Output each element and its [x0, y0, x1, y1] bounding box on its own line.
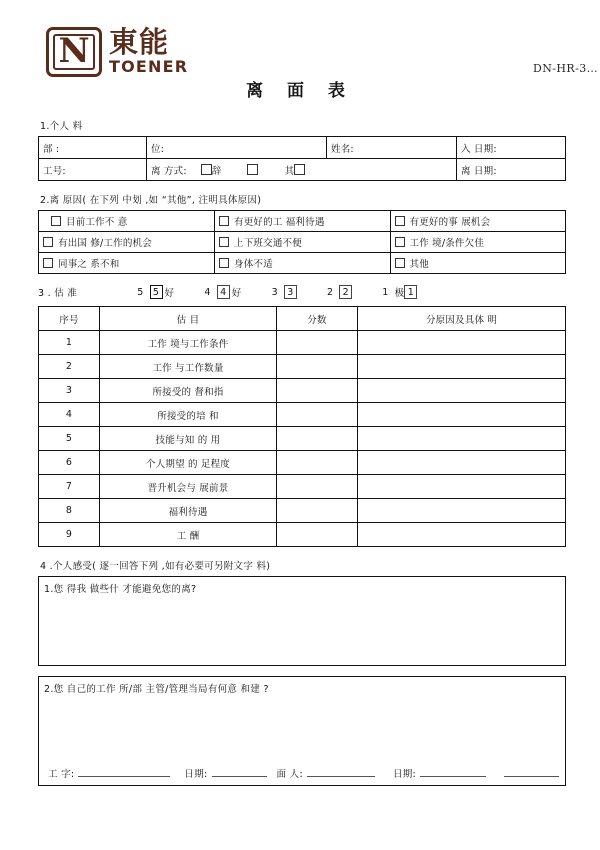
signature-row	[48, 766, 568, 780]
row-no: 6	[39, 451, 100, 475]
row-note[interactable]	[358, 331, 566, 355]
reason-option[interactable]	[390, 232, 566, 253]
table-row	[39, 379, 566, 403]
column-header-item: 估 目	[100, 307, 277, 331]
checkbox-icon[interactable]	[395, 216, 405, 226]
reason-label: 同事之 系不和	[58, 259, 120, 270]
extra-line[interactable]	[504, 775, 559, 777]
logo-monogram: N	[58, 31, 90, 71]
checkbox-icon[interactable]	[395, 258, 405, 268]
question-2-prompt: 2.您 自己的工作 所/部 主管/管理当局有何意 和建 ?	[44, 684, 269, 695]
reason-label: 有出国 修/工作的机会	[58, 238, 152, 249]
rating-option-3[interactable]	[272, 285, 297, 299]
row-score[interactable]	[277, 451, 358, 475]
rating-suffix: 好	[164, 288, 175, 299]
row-note[interactable]	[358, 451, 566, 475]
table-row	[39, 355, 566, 379]
column-header-no: 序号	[39, 307, 100, 331]
interviewer-label: 面 人:	[276, 769, 303, 780]
employee-signature-line[interactable]	[78, 775, 170, 777]
logo-text-block	[109, 27, 188, 75]
row-score[interactable]	[277, 355, 358, 379]
row-item: 技能与知 的 用	[100, 427, 277, 451]
reason-label: 其他	[409, 259, 429, 270]
table-row	[39, 475, 566, 499]
rating-number: 4	[204, 286, 211, 298]
reason-label: 目前工作不 意	[66, 217, 128, 228]
date2-label: 日期:	[392, 769, 417, 780]
field-join-date[interactable]: 入 日期:	[457, 137, 566, 159]
field-name[interactable]: 姓名:	[327, 137, 457, 159]
row-item: 工作 与工作数量	[100, 355, 277, 379]
row-score[interactable]	[277, 499, 358, 523]
row-item: 所接受的培 和	[100, 403, 277, 427]
logo-chinese-name: 東能	[109, 25, 170, 59]
checkbox-icon[interactable]	[219, 237, 229, 247]
row-no: 5	[39, 427, 100, 451]
checkbox-icon[interactable]	[43, 237, 53, 247]
evaluation-table	[38, 306, 566, 547]
row-no: 9	[39, 523, 100, 547]
leave-type-option-0[interactable]	[201, 163, 222, 177]
row-no: 7	[39, 475, 100, 499]
row-no: 2	[39, 355, 100, 379]
checkbox-icon[interactable]	[51, 216, 61, 226]
leave-type-option-2[interactable]	[284, 163, 305, 177]
row-item: 所接受的 督和指	[100, 379, 277, 403]
employee-signature-field[interactable]	[48, 766, 170, 780]
reason-option[interactable]	[39, 211, 215, 232]
logo-mark-icon	[46, 27, 102, 77]
leave-type-label: 离 方式:	[151, 165, 187, 177]
rating-number: 2	[326, 286, 334, 298]
reason-option[interactable]	[215, 253, 390, 274]
section1-heading: 1.个人 料	[40, 121, 83, 132]
date2-field[interactable]	[393, 766, 486, 780]
document-header	[0, 0, 600, 105]
rating-suffix: 好	[231, 288, 242, 299]
field-leave-type	[147, 159, 457, 181]
rating-box[interactable]: 5	[150, 285, 163, 299]
reason-option[interactable]	[39, 253, 215, 274]
rating-option-5[interactable]	[137, 285, 174, 299]
row-score[interactable]	[277, 331, 358, 355]
row-score[interactable]	[277, 379, 358, 403]
table-row	[39, 523, 566, 547]
row-score[interactable]	[277, 403, 358, 427]
personal-info-table	[38, 136, 566, 181]
checkbox-icon[interactable]	[43, 258, 53, 268]
leave-type-option-1[interactable]	[247, 164, 258, 175]
field-department[interactable]: 部 :	[39, 137, 147, 159]
reason-option[interactable]	[39, 232, 215, 253]
rating-box[interactable]: 3	[284, 285, 297, 299]
row-note[interactable]	[358, 427, 566, 451]
date1-field[interactable]	[184, 766, 266, 780]
reason-label: 有更好的事 展机会	[409, 217, 491, 228]
rating-box[interactable]: 1	[404, 285, 417, 299]
checkbox-icon[interactable]	[201, 164, 212, 175]
row-score[interactable]	[277, 523, 358, 547]
table-row	[39, 403, 566, 427]
question-1-box[interactable]	[38, 576, 566, 666]
date2-line[interactable]	[420, 775, 486, 777]
field-leave-date[interactable]: 离 日期:	[457, 159, 566, 181]
reason-label: 工作 境/条件欠佳	[409, 238, 485, 249]
section2-heading: 2.离 原因( 在下列 中划 ,如 “其他”, 注明具体原因)	[40, 195, 262, 206]
reason-option[interactable]	[215, 211, 390, 232]
table-row	[39, 253, 566, 274]
table-row	[39, 331, 566, 355]
interviewer-line[interactable]	[307, 775, 375, 777]
date1-line[interactable]	[212, 775, 267, 777]
field-employee-id[interactable]: 工号:	[39, 159, 147, 181]
reason-label: 有更好的工 福利待遇	[234, 217, 325, 228]
table-row	[39, 232, 566, 253]
rating-option-4[interactable]	[204, 285, 241, 299]
checkbox-icon[interactable]	[247, 164, 258, 175]
rating-number: 1	[382, 286, 389, 298]
table-row	[39, 211, 566, 232]
company-logo	[46, 27, 188, 77]
reason-label: 上下班交通不便	[234, 238, 302, 249]
rating-option-2[interactable]	[327, 285, 352, 299]
employee-signature-label: 工 字:	[48, 769, 75, 780]
row-note[interactable]	[358, 355, 566, 379]
row-no: 3	[39, 379, 100, 403]
logo-english-name: TOENER	[109, 57, 189, 76]
rating-number: 3	[271, 286, 278, 298]
leave-type-option-label: 其	[284, 165, 295, 177]
reason-option[interactable]	[215, 232, 390, 253]
row-no: 4	[39, 403, 100, 427]
row-note[interactable]	[358, 499, 566, 523]
table-row	[39, 137, 566, 159]
row-no: 1	[39, 331, 100, 355]
section3-heading: 3 . 估 准	[38, 288, 78, 299]
reason-option[interactable]	[390, 211, 566, 232]
row-score[interactable]	[277, 475, 358, 499]
checkbox-icon[interactable]	[219, 216, 229, 226]
section4-heading: 4 .个人感受( 逐一回答下列 ,如有必要可另附文字 料)	[40, 561, 271, 572]
row-item: 工 酬	[100, 523, 277, 547]
table-row	[39, 499, 566, 523]
row-item: 福利待遇	[100, 499, 277, 523]
interviewer-field[interactable]	[277, 766, 375, 780]
row-item: 个人期望 的 足程度	[100, 451, 277, 475]
rating-box[interactable]: 4	[217, 285, 230, 299]
column-header-note: 分原因及具体 明	[358, 307, 566, 331]
rating-option-1[interactable]	[382, 285, 417, 299]
page-title: 离 面 表	[246, 81, 354, 101]
rating-scale	[38, 285, 566, 299]
table-row	[39, 451, 566, 475]
date1-label: 日期:	[184, 769, 208, 780]
checkbox-icon[interactable]	[395, 237, 405, 247]
row-note[interactable]	[358, 475, 566, 499]
checkbox-icon[interactable]	[294, 164, 305, 175]
row-item: 工作 境与工作条件	[100, 331, 277, 355]
row-score[interactable]	[277, 427, 358, 451]
rating-box[interactable]: 2	[339, 285, 352, 299]
reason-option[interactable]	[390, 253, 566, 274]
row-note[interactable]	[358, 379, 566, 403]
document-code: DN-HR-3…	[533, 62, 598, 75]
leave-reasons-table	[38, 210, 566, 274]
table-row	[39, 427, 566, 451]
row-note[interactable]	[358, 403, 566, 427]
question-1-prompt: 1.您 得我 做些什 才能避免您的离?	[44, 584, 197, 595]
rating-number: 5	[137, 286, 144, 298]
row-note[interactable]	[358, 523, 566, 547]
row-item: 晋升机会与 展前景	[100, 475, 277, 499]
table-row	[39, 159, 566, 181]
leave-type-option-label: 辞	[211, 165, 222, 177]
form-content	[38, 118, 566, 786]
checkbox-icon[interactable]	[219, 258, 229, 268]
table-header-row	[39, 307, 566, 331]
field-position[interactable]: 位:	[147, 137, 327, 159]
rating-prefix: 极	[394, 288, 405, 299]
row-no: 8	[39, 499, 100, 523]
column-header-score: 分数	[277, 307, 358, 331]
reason-label: 身体不适	[234, 259, 273, 270]
